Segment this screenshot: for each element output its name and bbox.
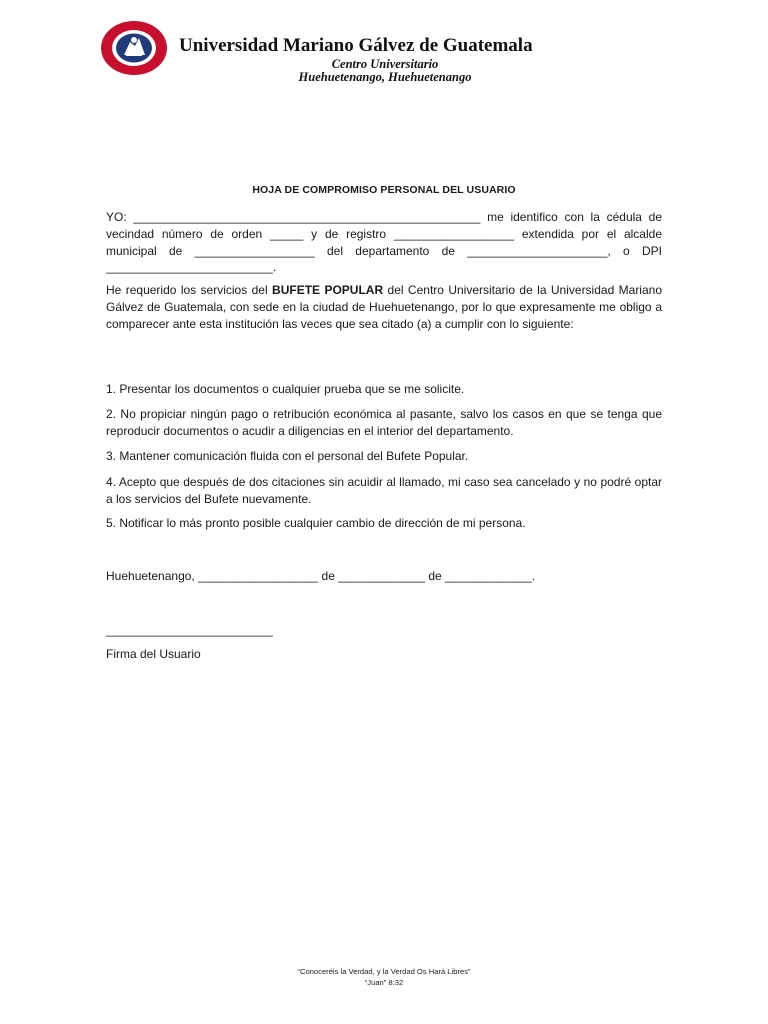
identification-paragraph — [106, 209, 662, 276]
list-item-3: 3. Mantener comunicación fluida con el personal del Bufete Popular. — [106, 449, 469, 463]
signature-line: _________________________ — [106, 623, 273, 637]
list-item-5: 5. Notificar lo más pronto posible cualquier cambio de dirección de mi persona. — [106, 516, 526, 530]
footer-quote-text: “Conoceréis la Verdad, y la Verdad Os Hará Libres” — [297, 967, 471, 976]
footer-quote-reference: “Juan” 8:32 — [364, 978, 404, 987]
request-paragraph — [106, 282, 662, 332]
document-title: HOJA DE COMPROMISO PERSONAL DEL USUARIO — [252, 184, 516, 196]
request-text-start: He requerido los servicios del — [106, 283, 273, 297]
university-name: Universidad Mariano Gálvez de Guatemala — [179, 35, 533, 56]
date-line: Huehuetenango, __________________ de _____________ de _____________. — [106, 569, 536, 583]
list-item-4: 4. Acepto que después de dos citaciones sin acuidir al llamado, mi caso sea cancelado y no podré optar a los servicios del Bufete nuevamente. — [106, 475, 662, 506]
bufete-popular-bold: BUFETE POPULAR — [272, 283, 384, 297]
center-location: Huehuetenango, Huehuetenango — [298, 70, 472, 84]
identification-line-2: vecindad número de orden _____ y de registro __________________ extendida por el alcalde — [106, 226, 662, 241]
center-name: Centro Universitario — [331, 57, 439, 71]
signature-label: Firma del Usuario — [106, 647, 201, 661]
identification-line-3: municipal de __________________ del departamento de _____________________, o DPI — [106, 243, 662, 258]
letterhead — [180, 34, 590, 84]
identification-line-4: _________________________. — [106, 260, 277, 275]
list-item-1: 1. Presentar los documentos o cualquier prueba que se me solicite. — [106, 382, 465, 396]
university-seal-logo — [100, 20, 168, 76]
footer-quote — [200, 966, 568, 988]
list-item-2: 2. No propiciar ningún pago o retribución económica al pasante, salvo los casos en que se tenga que reproducir documentos o acudir a diligencias en el interior del departamento. — [106, 407, 662, 438]
request-text-end: del Centro Universitario de la Universidad Mariano Gálvez de Guatemala, con sede en la ciudad de Huehuetenango, por lo que expresamente me obligo a comparecer ante esta institución las veces que sea citado (a) a cumplir con lo siguiente: — [106, 283, 662, 331]
identification-line-1: YO: ____________________________________________________ me identifico con la cédula de — [106, 210, 662, 224]
